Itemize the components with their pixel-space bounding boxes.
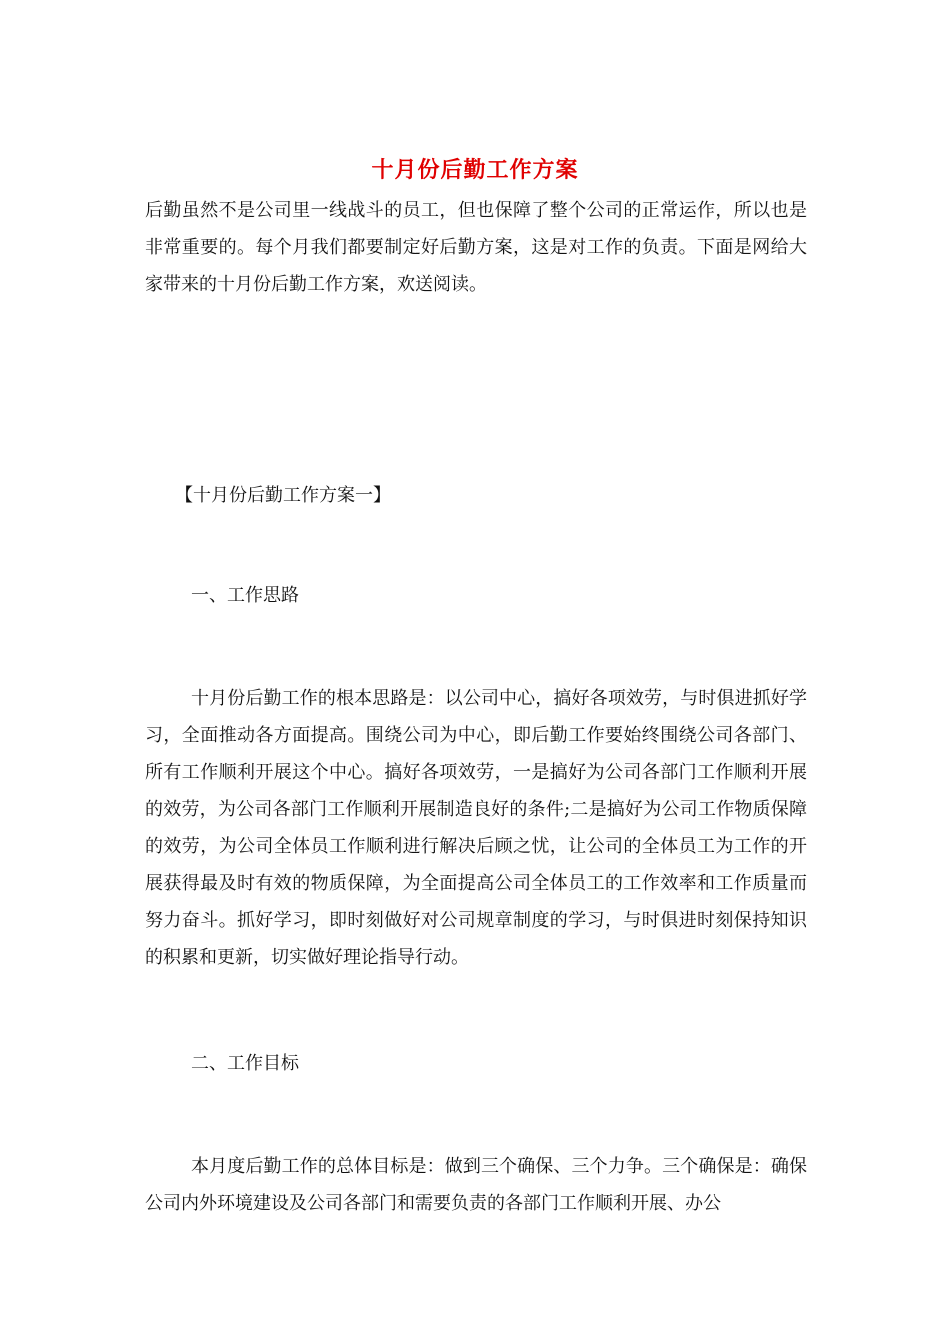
document-title: 十月份后勤工作方案 [371, 157, 579, 183]
paragraph-work-goals: 本月度后勤工作的总体目标是：做到三个确保、三个力争。三个确保是：确保公司内外环境建设及公司各部门和需要负责的各部门工作顺利开展、办公 [145, 1156, 807, 1214]
heading-work-approach: 一、工作思路 [191, 585, 299, 606]
heading-work-goals: 二、工作目标 [191, 1053, 299, 1074]
paragraph-work-approach: 十月份后勤工作的根本思路是：以公司中心，搞好各项效劳，与时俱进抓好学习，全面推动各方面提高。围绕公司为中心，即后勤工作要始终围绕公司各部门、所有工作顺利开展这个中心。搞好各项效劳，一是搞好为公司各部门工作顺利开展的效劳，为公司各部门工作顺利开展制造良好的条件;二是搞好为公司工作物质保障的效劳，为公司全体员工作顺利进行解决后顾之忧，让公司的全体员工为工作的开展获得最及时有效的物质保障，为全面提高公司全体员工的工作效率和工作质量而努力奋斗。抓好学习，即时刻做好对公司规章制度的学习，与时俱进时刻保持知识的积累和更新，切实做好理论指导行动。 [145, 688, 807, 968]
intro-paragraph: 后勤虽然不是公司里一线战斗的员工，但也保障了整个公司的正常运作，所以也是非常重要的。每个月我们都要制定好后勤方案，这是对工作的负责。下面是网给大家带来的十月份后勤工作方案，欢送阅读。 [145, 200, 807, 295]
section-title: 【十月份后勤工作方案一】 [175, 485, 391, 506]
